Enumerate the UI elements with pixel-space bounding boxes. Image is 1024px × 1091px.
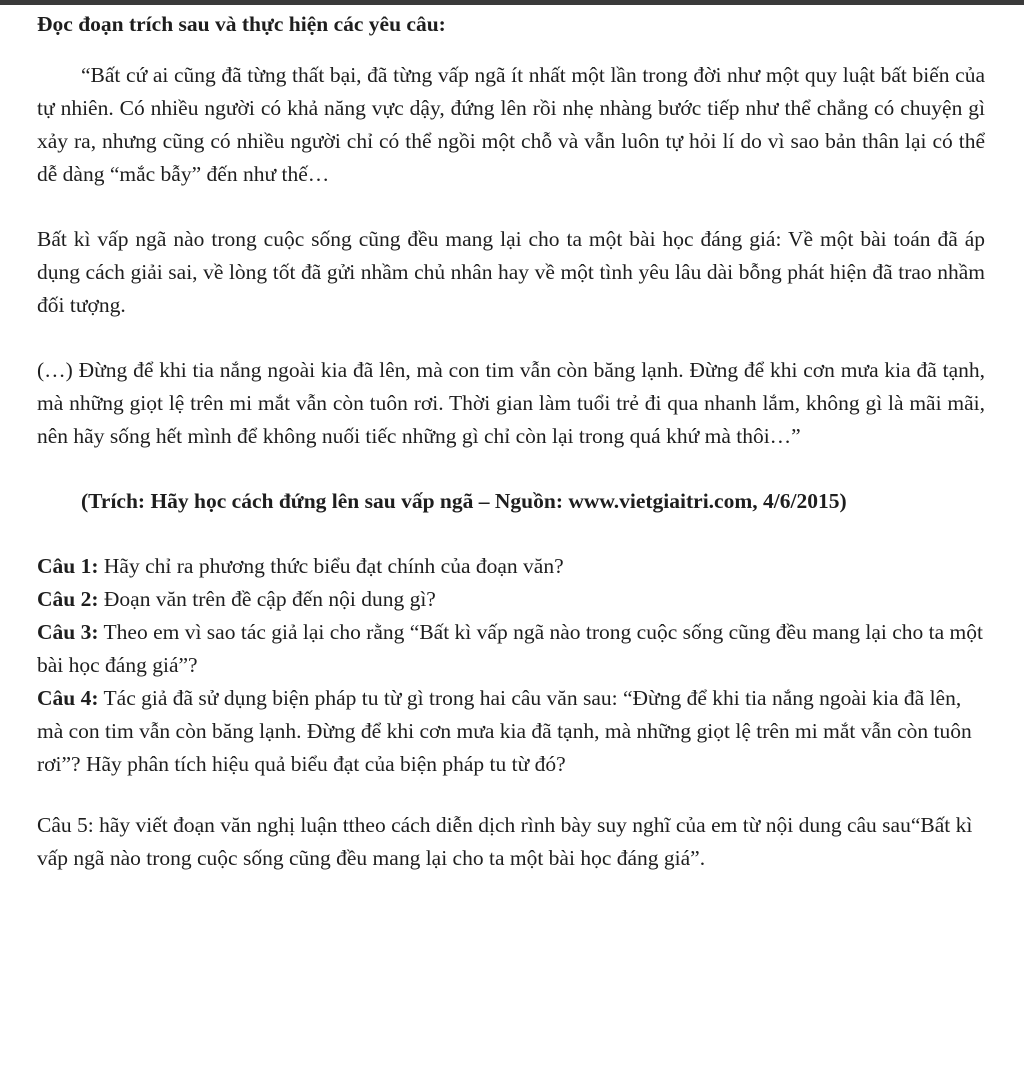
- question-4: [37, 682, 985, 781]
- top-border: [0, 0, 1024, 5]
- question-label: Câu 3:: [37, 620, 99, 644]
- question-text: Đoạn văn trên đề cập đến nội dung gì?: [98, 587, 436, 611]
- passage-paragraph-3: (…) Đừng để khi tia nắng ngoài kia đã lên, mà con tim vẫn còn băng lạnh. Đừng để khi cơn mưa kia đã tạnh, mà những giọt lệ trên mi mắt vẫn còn tuôn rơi. Thời gian làm tuổi trẻ đi qua nhanh lắm, không gì là mãi mãi, nên hãy sống hết mình để không nuối tiếc những gì chỉ còn lại trong quá khứ mà thôi…”: [37, 358, 985, 448]
- question-text: Tác giả đã sử dụng biện pháp tu từ gì trong hai câu văn sau: “Đừng để khi tia nắng ngoài kia đã lên, mà con tim vẫn còn băng lạnh. Đừng để khi cơn mưa kia đã tạnh, mà những giọt lệ trên mi mắt vẫn còn tuôn rơi”? Hãy phân tích hiệu quả biểu đạt của biện pháp tu từ đó?: [37, 686, 972, 776]
- question-text: Theo em vì sao tác giả lại cho rằng “Bất kì vấp ngã nào trong cuộc sống cũng đều mang lại cho ta một bài học đáng giá”?: [37, 620, 983, 677]
- document-body: [37, 8, 985, 875]
- question-label: Câu 4:: [37, 686, 99, 710]
- source-citation: (Trích: Hãy học cách đứng lên sau vấp ngã – Nguồn: www.vietgiaitri.com, 4/6/2015): [81, 489, 847, 513]
- question-5: Câu 5: hãy viết đoạn văn nghị luận ttheo cách diễn dịch rình bày suy nghĩ của em từ nội dung câu sau“Bất kì vấp ngã nào trong cuộc sống cũng đều mang lại cho ta một bài học đáng giá”.: [37, 813, 973, 870]
- question-1: [37, 550, 985, 583]
- passage-paragraph-2: Bất kì vấp ngã nào trong cuộc sống cũng đều mang lại cho ta một bài học đáng giá: Về một bài toán đã áp dụng cách giải sai, về lòng tốt đã gửi nhầm chủ nhân hay về một tình yêu lâu dài bỗng phát hiện đã trao nhầm đối tượng.: [37, 227, 985, 317]
- spacer: [37, 191, 985, 223]
- question-2: [37, 583, 985, 616]
- spacer: [37, 781, 985, 809]
- question-text: Hãy chỉ ra phương thức biểu đạt chính của đoạn văn?: [98, 554, 564, 578]
- spacer: [37, 518, 985, 550]
- spacer: [37, 322, 985, 354]
- instruction-heading: Đọc đoạn trích sau và thực hiện các yêu câu:: [37, 12, 446, 36]
- passage-paragraph-1: “Bất cứ ai cũng đã từng thất bại, đã từng vấp ngã ít nhất một lần trong đời như một quy luật bất biến của tự nhiên. Có nhiều người có khả năng vực dậy, đứng lên rồi nhẹ nhàng bước tiếp như thể chẳng có chuyện gì xảy ra, nhưng cũng có nhiều người chỉ có thể ngồi một chỗ và vẫn luôn tự hỏi lí do vì sao bản thân lại có thể dễ dàng “mắc bẫy” đến như thế…: [37, 63, 985, 186]
- spacer: [37, 453, 985, 485]
- question-3: [37, 616, 985, 682]
- question-label: Câu 1:: [37, 554, 99, 578]
- question-label: Câu 2:: [37, 587, 99, 611]
